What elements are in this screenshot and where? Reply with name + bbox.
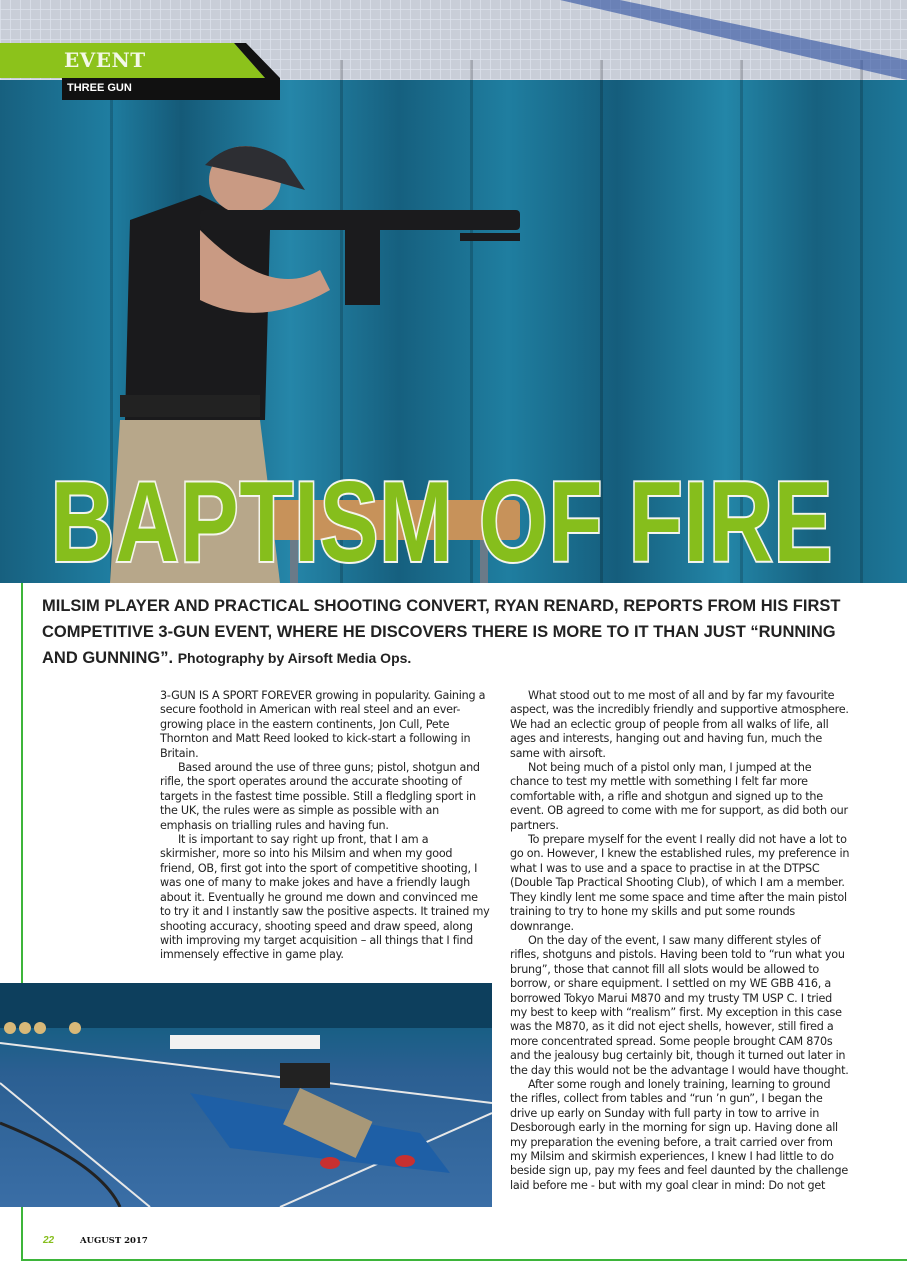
prone-shooter-photo xyxy=(0,983,492,1207)
article-title: BAPTISM OF FIRE xyxy=(50,457,834,586)
frame-line-bottom xyxy=(21,1259,907,1261)
standfirst-text: MILSIM PLAYER AND PRACTICAL SHOOTING CONVERT, RYAN RENARD, REPORTS FROM HIS FIRST COMPETITIVE 3-GUN EVENT, WHERE HE DISCOVERS THERE IS MORE TO IT THAN JUST “RUNNING AND GUNNING”. xyxy=(42,597,841,667)
paragraph: 3-GUN IS A SPORT FOREVER growing in popularity. Gaining a secure foothold in American with real steel and an ever-growing place in the eastern continents, Jon Cull, Pete Thornton and Matt Reed looked to kick-start a following in Britain. xyxy=(160,689,486,760)
paragraph: To prepare myself for the event I really did not have a lot to go on. However, I knew the established rules, my preference in what I was to use and a space to practise in at the DTPSC (Double Tap Practical Shooting Club), of which I am a member. They kindly lent me some space and time after the main pistol training to try to hone my skills and put some rounds downrange. xyxy=(510,833,850,933)
paragraph: What stood out to me most of all and by far my favourite aspect, was the incredibly friendly and supportive atmosphere. We had an eclectic group of people from all walks of life, all ages and interests, hanging out and having fun, much the same with airsoft. xyxy=(510,689,849,760)
paragraph: On the day of the event, I saw many different styles of rifles, shotguns and pistols. Having been told to “run what you brung”, those that cannot fill all slots would be allowed to borrow, or share equipment. I settled on my WE GBB 416, a borrowed Tokyo Marui M870 and my trusty TM USP C. I tried my best to keep with “realism” first. My exception in this case was the M870, as it did not eject shells, however, still fired a more concentrated spread. Some people brought CAM 870s and the jealousy bug certainly bit, though it turned out later in the day this would not be the advantage I would have thought. xyxy=(510,933,849,1077)
standfirst xyxy=(42,593,862,671)
issue-date: AUGUST 2017 xyxy=(80,1236,148,1246)
page-number: 22 xyxy=(43,1235,55,1246)
article-title-wrap xyxy=(42,457,842,586)
paragraph: Based around the use of three guns; pistol, shotgun and rifle, the sport operates around the accurate shooting of targets in the fastest time possible. Still a fledgling sport in the UK, the rules were as simple as possible with an emphasis on trialling rules and having fun. xyxy=(160,761,480,832)
paragraph: It is important to say right up front, that I am a skirmisher, more so into his Milsim and when my good friend, OB, first got into the sport of competitive shooting, I was one of many to make jokes and have a friendly laugh about it. Eventually he ground me down and convinced me to try it and I instantly saw the positive aspects. It trained my shooting accuracy, shooting speed and draw speed, along with improving my target acquisition – all things that I find immensely effective in game play. xyxy=(160,833,490,962)
section-label: EVENT xyxy=(64,48,146,72)
body-column-1 xyxy=(160,689,490,963)
photo-credit: Photography by Airsoft Media Ops. xyxy=(177,650,412,666)
range-scene xyxy=(0,983,492,1207)
paragraph: After some rough and lonely training, learning to ground the rifles, collect from tables and “run ’n gun”, I began the drive up early on Sunday with full party in tow to arrive in Desborough early in the morning for sign up. Having done all my preparation the evening before, a trait carried over from my Milsim and skirmish experiences, I knew I had little to do beside sign up, pay my fees and feel daunted by the challenge laid before me - but with my goal clear in mind: Do not get xyxy=(510,1077,849,1192)
subsection-label: THREE GUN xyxy=(67,82,132,94)
paragraph: Not being much of a pistol only man, I jumped at the chance to test my mettle with something I felt far more comfortable with, a rifle and shotgun and signed up to the event. OB agreed to come with me for support, as did both our partners. xyxy=(510,761,848,832)
body-column-2 xyxy=(510,689,850,1193)
